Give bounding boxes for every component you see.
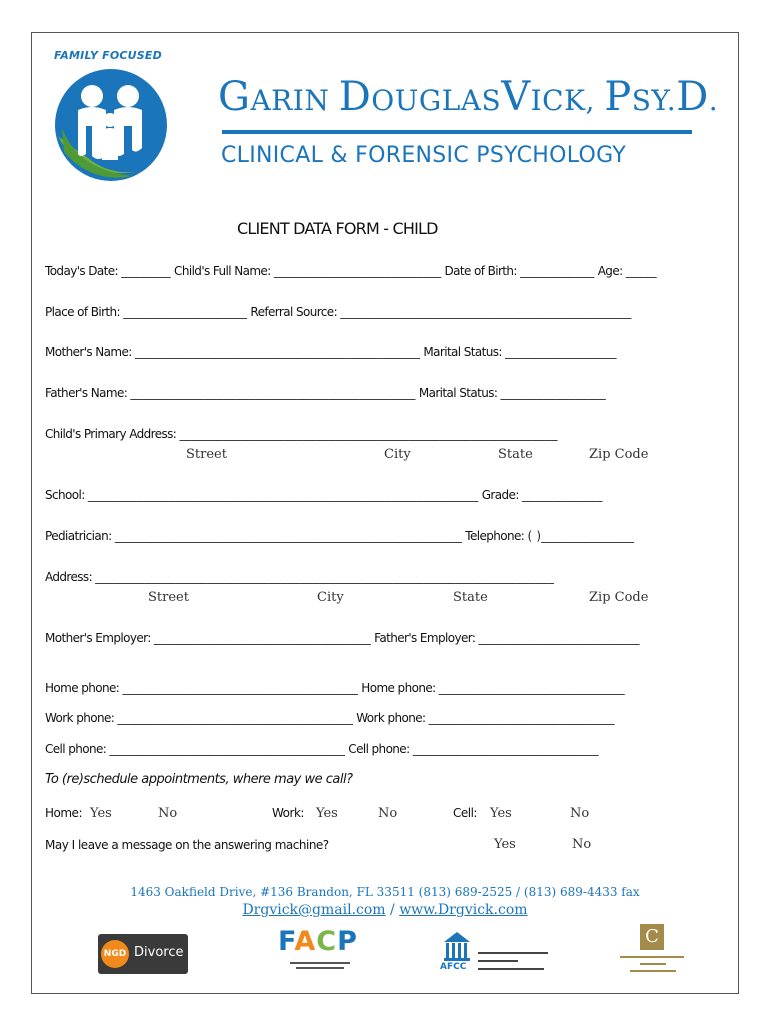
street-sublabel-2: Street	[148, 590, 189, 605]
afcc-logo	[440, 930, 552, 976]
cell-no-option[interactable]: No	[570, 806, 590, 821]
state-sublabel-2: State	[453, 590, 488, 605]
telephone-label: Telephone:	[465, 529, 525, 543]
grade-label: Grade:	[481, 488, 519, 502]
email-link[interactable]: Drgvick@gmail.com	[242, 902, 386, 918]
father-marital-field[interactable]: _________________	[500, 386, 606, 400]
home-phone-field-1[interactable]: ______________________________________	[122, 681, 359, 695]
home-no-option[interactable]: No	[158, 806, 178, 821]
ngd-divorce-logo	[98, 934, 188, 974]
father-name-field[interactable]: ______________________________________________	[130, 386, 416, 400]
facp-logo	[276, 926, 362, 976]
row-birth-referral	[45, 305, 632, 319]
mother-name-label: Mother's Name:	[45, 345, 132, 359]
website-link[interactable]: www.Drgvick.com	[399, 902, 528, 918]
home-yes-option[interactable]: Yes	[90, 806, 112, 821]
zip-sublabel: Zip Code	[589, 447, 649, 462]
afcc-wordmark: AFCC	[440, 962, 467, 972]
zip-sublabel-2: Zip Code	[589, 590, 649, 605]
facp-tagline-icon	[290, 960, 350, 972]
ngd-initials: NGD	[101, 940, 129, 968]
link-separator: /	[390, 902, 395, 918]
message-yes-option[interactable]: Yes	[494, 837, 516, 852]
school-label: School:	[45, 488, 85, 502]
city-sublabel-2: City	[317, 590, 344, 605]
collaborative-letter: C	[640, 924, 664, 950]
todays-date-field[interactable]: ________	[121, 264, 171, 278]
primary-address-field[interactable]: _____________________________________________________________	[179, 427, 558, 441]
footer-links	[0, 902, 770, 918]
state-sublabel: State	[498, 447, 533, 462]
work-yes-option[interactable]: Yes	[316, 806, 338, 821]
mother-name-field[interactable]: ______________________________________________	[134, 345, 421, 359]
tagline: FAMILY FOCUSED	[54, 49, 162, 62]
work-phone-label-2: Work phone:	[356, 711, 426, 725]
referral-label: Referral Source:	[250, 305, 338, 319]
work-call-label: Work:	[272, 806, 304, 820]
mother-marital-label: Marital Status:	[423, 345, 502, 359]
message-no-option[interactable]: No	[572, 837, 592, 852]
street-sublabel: Street	[186, 447, 227, 462]
telephone-field[interactable]: ( )_______________	[527, 529, 635, 543]
practice-name: CLINICAL & FORENSIC PSYCHOLOGY	[221, 143, 627, 168]
pediatrician-field[interactable]: ________________________________________________________	[114, 529, 463, 543]
dob-label: Date of Birth:	[444, 264, 517, 278]
message-question: May I leave a message on the answering machine?	[45, 838, 329, 852]
child-name-field[interactable]: ___________________________	[273, 264, 442, 278]
todays-date-label: Today's Date:	[45, 264, 118, 278]
family-logo-icon	[52, 66, 170, 184]
home-phone-field-2[interactable]: ______________________________	[438, 681, 625, 695]
row-school	[45, 488, 603, 502]
age-field[interactable]: _____	[625, 264, 657, 278]
referral-field[interactable]: _______________________________________________	[340, 305, 632, 319]
footer-address: 1463 Oakfield Drive, #136 Brandon, FL 33511 (813) 689-2525 / (813) 689-4433 fax	[130, 885, 640, 899]
doctor-name: GARIN DOUGLASVICK, PSY.D.	[218, 74, 719, 120]
work-no-option[interactable]: No	[378, 806, 398, 821]
address-label: Address:	[45, 570, 93, 584]
header-divider	[222, 130, 692, 134]
place-of-birth-field[interactable]: ____________________	[123, 305, 248, 319]
afcc-text-icon	[478, 950, 550, 974]
row-address	[45, 570, 554, 584]
dob-field[interactable]: ____________	[520, 264, 595, 278]
row-pediatrician	[45, 529, 634, 543]
row-employers	[45, 631, 640, 645]
afcc-building-icon	[442, 930, 472, 962]
cell-phone-field-1[interactable]: ______________________________________	[109, 742, 346, 756]
cell-phone-label-1: Cell phone:	[45, 742, 107, 756]
father-employer-label: Father's Employer:	[374, 631, 476, 645]
address-field[interactable]: __________________________________________________________________________	[95, 570, 555, 584]
collaborative-text-icon	[620, 954, 686, 976]
reschedule-question: To (re)schedule appointments, where may we call?	[45, 772, 353, 787]
pediatrician-label: Pediatrician:	[45, 529, 112, 543]
row-primary-address	[45, 427, 558, 441]
mother-employer-label: Mother's Employer:	[45, 631, 151, 645]
mother-employer-field[interactable]: ___________________________________	[153, 631, 371, 645]
grade-field[interactable]: _____________	[521, 488, 603, 502]
home-call-label: Home:	[45, 806, 82, 820]
mother-marital-field[interactable]: __________________	[505, 345, 617, 359]
row-dates	[45, 264, 657, 278]
child-name-label: Child's Full Name:	[174, 264, 271, 278]
home-phone-label-1: Home phone:	[45, 681, 120, 695]
work-phone-label-1: Work phone:	[45, 711, 115, 725]
cell-phone-field-2[interactable]: ______________________________	[412, 742, 599, 756]
collaborative-logo	[620, 924, 686, 980]
work-phone-field-2[interactable]: ______________________________	[428, 711, 615, 725]
row-cell-phones	[45, 742, 599, 756]
row-work-phones	[45, 711, 615, 725]
facp-wordmark: FACP	[278, 926, 358, 957]
row-home-phones	[45, 681, 625, 695]
father-employer-field[interactable]: __________________________	[478, 631, 640, 645]
home-phone-label-2: Home phone:	[361, 681, 436, 695]
work-phone-field-1[interactable]: ______________________________________	[117, 711, 354, 725]
father-name-label: Father's Name:	[45, 386, 128, 400]
cell-yes-option[interactable]: Yes	[490, 806, 512, 821]
school-field[interactable]: _______________________________________________________________	[87, 488, 479, 502]
city-sublabel: City	[384, 447, 411, 462]
row-mother	[45, 345, 617, 359]
cell-call-label: Cell:	[453, 806, 477, 820]
place-of-birth-label: Place of Birth:	[45, 305, 120, 319]
form-title: CLIENT DATA FORM - CHILD	[237, 219, 438, 238]
ngd-word: Divorce	[134, 945, 184, 960]
father-marital-label: Marital Status:	[418, 386, 498, 400]
age-label: Age:	[597, 264, 623, 278]
row-father	[45, 386, 606, 400]
primary-address-label: Child's Primary Address:	[45, 427, 177, 441]
cell-phone-label-2: Cell phone:	[348, 742, 410, 756]
